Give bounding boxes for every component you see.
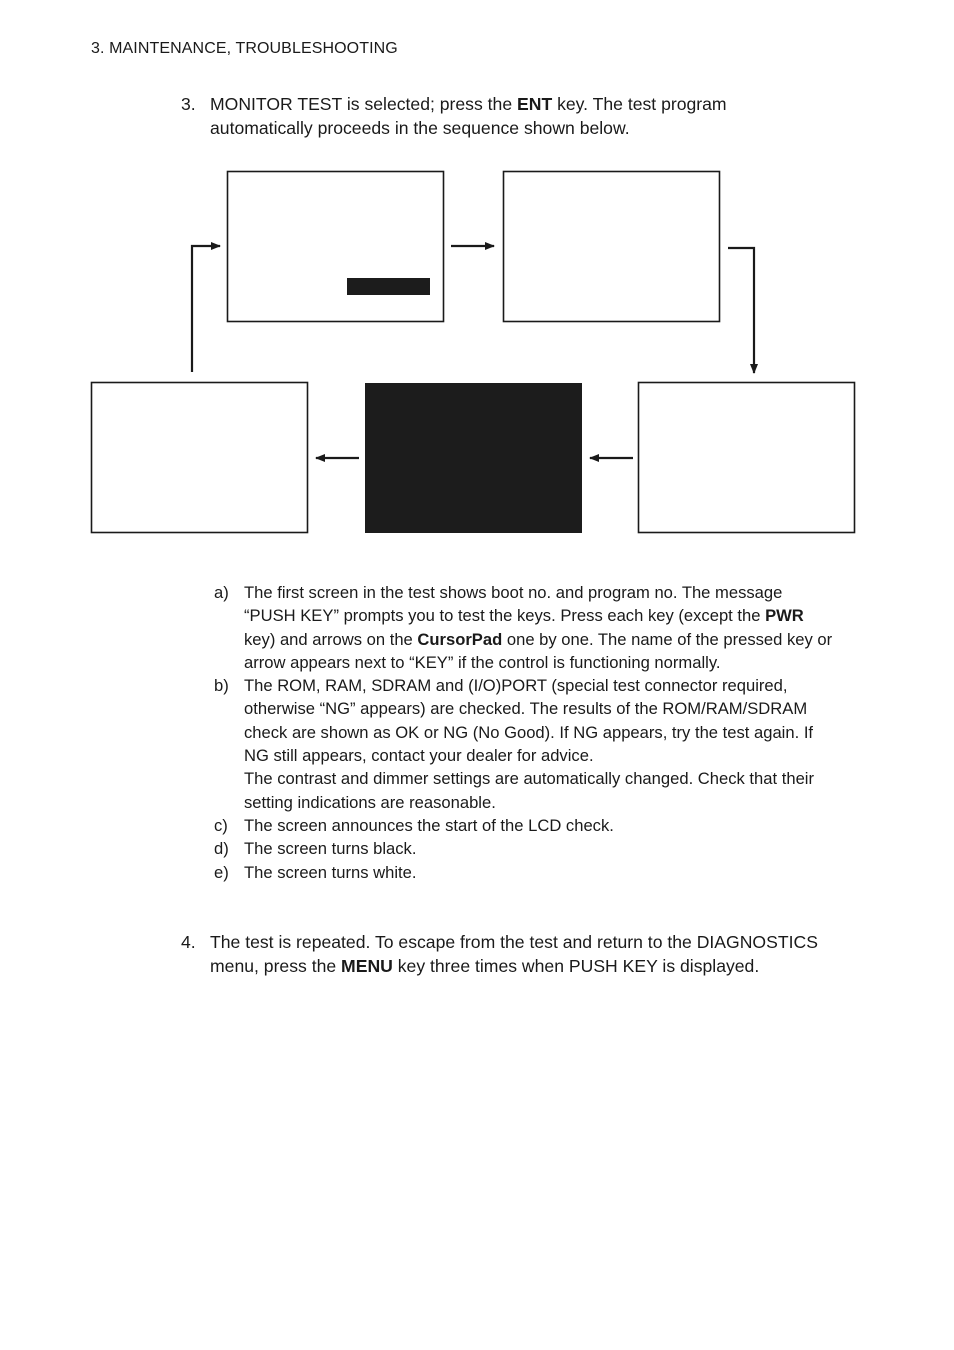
section-header: 3. MAINTENANCE, TROUBLESHOOTING bbox=[91, 40, 398, 57]
cursorpad-key: CursorPad bbox=[417, 629, 503, 649]
menu-key: MENU bbox=[341, 956, 393, 976]
substep-c: c) The screen announces the start of the LCD check. bbox=[214, 815, 614, 835]
monitor-test-sequence-diagram bbox=[0, 0, 954, 560]
screen-d bbox=[365, 383, 582, 533]
substep-d: d) The screen turns black. bbox=[214, 839, 417, 859]
step-3-text: MONITOR TEST is selected; press the ENT key. The test program automatically proceeds in the sequence shown below. bbox=[210, 94, 727, 138]
step-4-text: The test is repeated. To escape from the test and return to the DIAGNOSTICS menu, press the MENU key three times when PUSH KEY is displayed. bbox=[210, 932, 818, 976]
screen-a-black-bar bbox=[347, 278, 430, 295]
substep-b: b) The ROM, RAM, SDRAM and (I/O)PORT (special test connector required, otherwise “NG” appears) are checked. The results of the ROM/RAM/SDRAM check are shown as OK or NG (No Good). If NG appears, try the test again. If NG still appears, contact your dealer for advice. The contrast and dimmer settings are automatically changed. Check that their setting indications are reasonable. bbox=[214, 676, 815, 812]
screen-a bbox=[228, 172, 444, 322]
arrow-b-to-c bbox=[728, 248, 754, 373]
step-4 bbox=[181, 930, 831, 978]
substeps-list bbox=[214, 581, 834, 884]
screen-e bbox=[92, 383, 308, 533]
ent-key: ENT bbox=[517, 94, 553, 114]
step-number: 3. bbox=[181, 94, 196, 114]
substep-a: a) The first screen in the test shows boot no. and program no. The message “PUSH KEY” prompts you to test the keys. Press each key (except the PWR key) and arrows on the CursorPad one by one. The name of the pressed key or arrow appears next to “KEY” if the control is functioning normally. bbox=[214, 583, 833, 672]
screen-c bbox=[639, 383, 855, 533]
pwr-key: PWR bbox=[765, 606, 804, 626]
screen-b bbox=[504, 172, 720, 322]
arrow-e-to-a bbox=[192, 246, 220, 372]
substep-e: e) The screen turns white. bbox=[214, 862, 417, 882]
step-number: 4. bbox=[181, 932, 196, 952]
